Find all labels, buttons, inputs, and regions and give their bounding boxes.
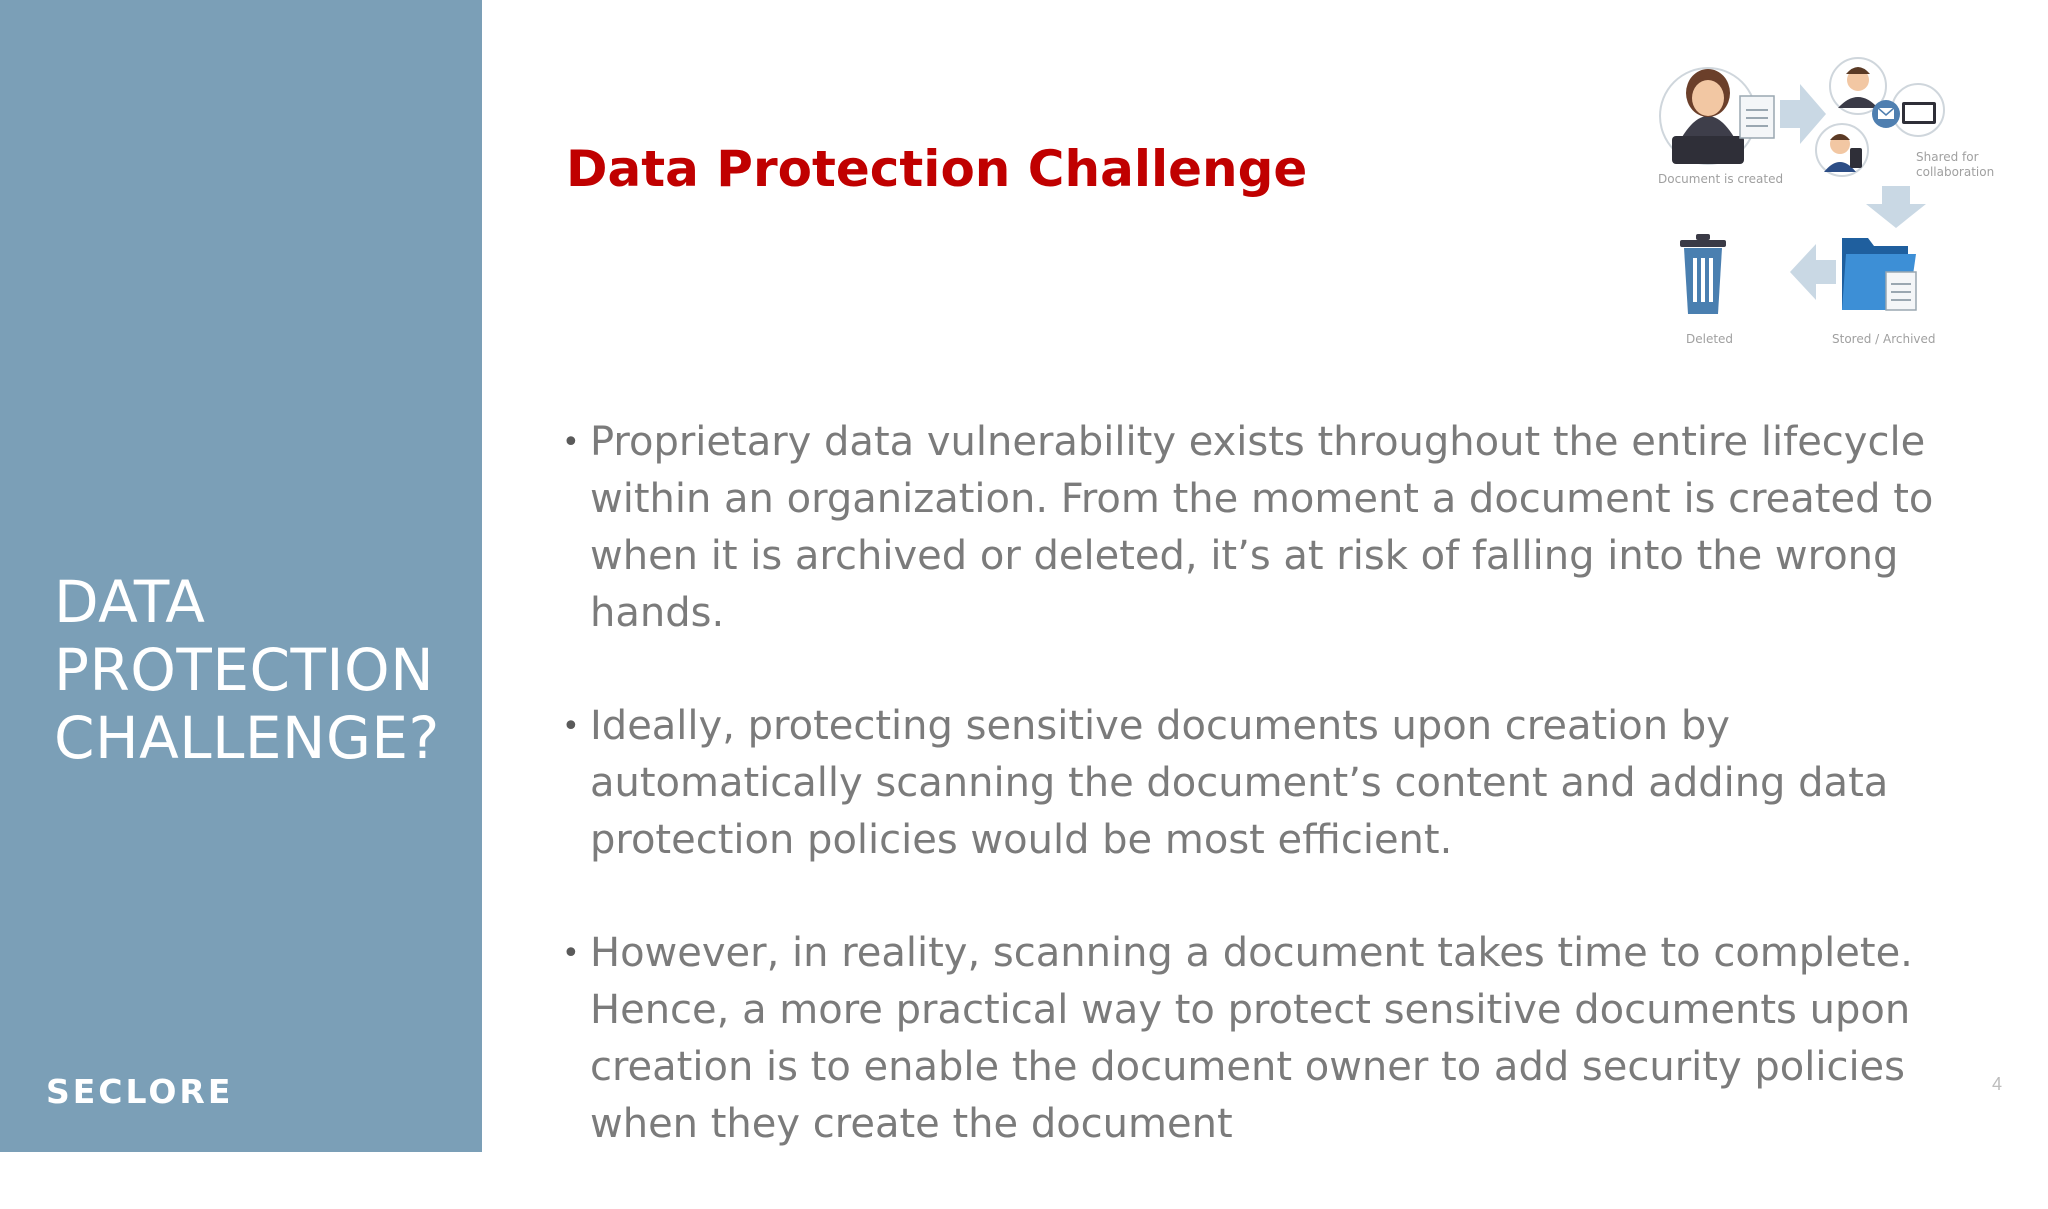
lifecycle-label-shared-line1: Shared for	[1916, 150, 1979, 164]
section-heading-line-1: DATA	[54, 568, 206, 636]
list-item	[560, 925, 2010, 1153]
trash-icon	[1680, 234, 1726, 314]
bullet-list	[560, 414, 2010, 1209]
arrow-icon	[1780, 84, 1826, 144]
section-heading-line-3: CHALLENGE?	[54, 704, 440, 772]
section-heading-line-2: PROTECTION	[54, 636, 435, 704]
lifecycle-graphic	[1650, 48, 2010, 353]
list-item	[560, 698, 2010, 869]
page-number: 4	[1992, 1074, 2003, 1094]
bullet-dot: •	[562, 709, 580, 744]
lifecycle-label-stored: Stored / Archived	[1832, 332, 1936, 346]
folder-icon	[1842, 238, 1916, 310]
list-item	[560, 414, 2010, 642]
document-icon	[1740, 96, 1774, 138]
bullet-dot: •	[562, 936, 580, 971]
email-icon	[1872, 100, 1900, 128]
bullet-dot: •	[562, 425, 580, 460]
slide-title: Data Protection Challenge	[566, 140, 1308, 198]
document-lifecycle-diagram	[1650, 48, 2010, 353]
arrow-icon	[1790, 244, 1836, 300]
arrow-icon	[1866, 186, 1926, 228]
bullet-text: Ideally, protecting sensitive documents upon creation by automatically scanning the document’s content and adding data protection policies would be most efficient.	[590, 703, 1889, 863]
lifecycle-label-shared-line2: collaboration	[1916, 165, 1995, 179]
sidebar-panel	[0, 0, 482, 1152]
lifecycle-label-deleted: Deleted	[1686, 332, 1734, 346]
bullet-text: However, in reality, scanning a document takes time to complete. Hence, a more practical way to protect sensitive documents upon creation is to enable the document owner to add security policies when they create the document	[590, 930, 1913, 1147]
bullet-text: Proprietary data vulnerability exists throughout the entire lifecycle within an organization. From the moment a document is created to when it is archived or deleted, it’s at risk of falling into the wrong hands.	[590, 419, 1934, 636]
lifecycle-label-created: Document is created	[1658, 172, 1784, 186]
section-heading	[54, 568, 454, 772]
seclore-logo: SECLORE	[46, 1072, 234, 1111]
